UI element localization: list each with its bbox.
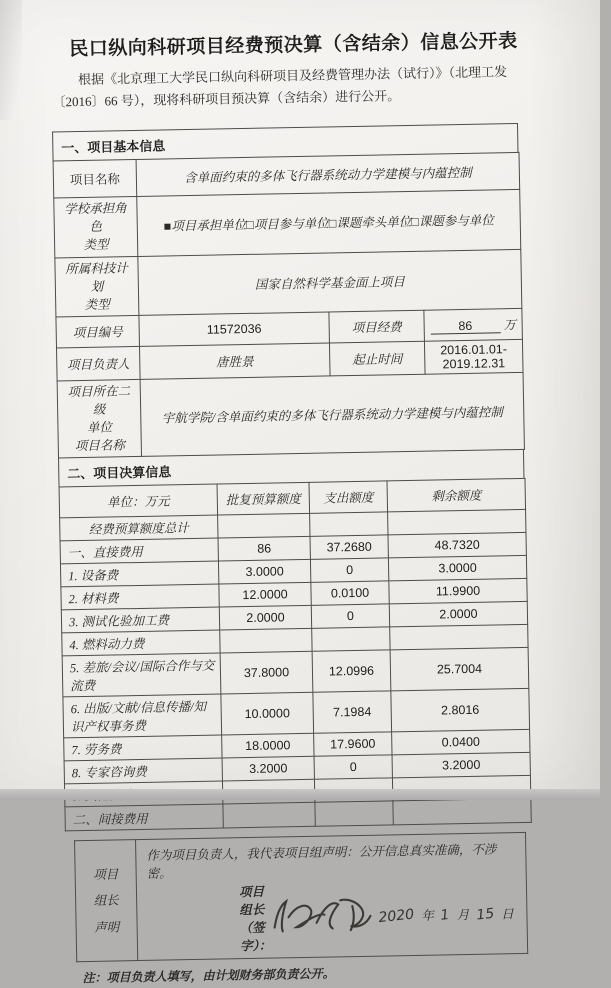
plan-type-label: 所属科技计划 类型 [55, 256, 139, 317]
decal-spent: 0 [311, 604, 389, 628]
date-day-unit: 日 [501, 907, 514, 922]
decal-spent: 12.0996 [312, 650, 391, 692]
decal-budget: 10.0000 [221, 693, 314, 736]
decal-spent: 0.0100 [311, 581, 389, 605]
decal-spent: 17.9600 [314, 732, 392, 756]
decal-row-label: 二、间接费用 [65, 804, 223, 831]
signature-handwriting [266, 886, 379, 944]
project-name-label: 项目名称 [53, 160, 137, 199]
project-number-value: 11572036 [139, 312, 330, 346]
decal-spent [315, 801, 393, 826]
decal-row-label: 2. 材料费 [61, 584, 219, 610]
plan-type-value: 国家自然科学基金面上项目 [138, 249, 522, 315]
decal-remain: 3.2000 [392, 753, 530, 779]
decal-row-label: 1. 设备费 [60, 561, 218, 587]
role-type-value: ■项目承担单位□项目参与单位□课题牵头单位□课题参与单位 [137, 190, 521, 256]
decal-row-label: 5. 差旅/会议/国际合作与交流费 [62, 653, 221, 697]
decal-remain: 3.0000 [388, 556, 526, 582]
decal-remain: 48.7320 [388, 533, 526, 559]
project-leader-label: 项目负责人 [57, 346, 141, 381]
section-basic-info-header: 一、项目基本信息 [52, 123, 518, 161]
decal-col-spent: 支出额度 [309, 481, 388, 513]
decal-budget: 3.2000 [222, 757, 314, 782]
decal-remain: 2.8016 [391, 689, 530, 733]
decal-remain [393, 799, 531, 826]
decal-budget [223, 803, 315, 829]
intro-paragraph: 根据《北京理工大学民口纵向科研项目及经费管理办法（试行）》（北理工发〔2016〕66 号），现将科研项目预决算（含结余）进行公开。 [52, 64, 508, 110]
date-year-value: 2020 [377, 906, 416, 927]
project-number-label: 项目编号 [56, 315, 140, 348]
decal-row-label: 一、直接费用 [60, 538, 218, 564]
date-day-value: 15 [475, 906, 495, 925]
project-leader-value: 唐胜景 [139, 343, 330, 379]
declaration-label: 项目 组长 声明 [75, 840, 138, 962]
date-month-value: 1 [440, 907, 451, 925]
row-plan-type [55, 249, 522, 317]
row-role-type [54, 190, 521, 258]
decal-col-budget: 批复预算额度 [217, 483, 310, 516]
signature-date [379, 904, 522, 925]
decal-budget: 12.0000 [219, 583, 311, 608]
decal-budget [218, 514, 310, 539]
decal-spent: 0 [314, 755, 392, 779]
decal-remain: 0.0400 [392, 730, 530, 756]
decal-row-label: 经费预算额度总计 [60, 515, 218, 541]
date-month-unit: 月 [456, 908, 470, 923]
declaration-box [74, 832, 528, 962]
decal-spent [310, 512, 388, 536]
unit-project-name-value: 宇航学院/含单面约束的多体飞行器系统动力学建模与内蕴控制 [140, 372, 524, 457]
project-funds-cell [424, 308, 523, 341]
decal-budget: 2.0000 [219, 606, 311, 631]
decal-budget: 86 [218, 537, 310, 562]
declaration-row [75, 833, 528, 962]
project-funds-label: 项目经费 [329, 310, 425, 343]
decal-remain: 11.9900 [389, 579, 527, 605]
main-table [52, 123, 531, 832]
decal-budget [220, 629, 312, 654]
decal-table [59, 478, 532, 831]
project-name-value: 含单面约束的多体飞行器系统动力学建模与内蕴控制 [136, 153, 520, 197]
decal-row-label: 6. 出版/文献/信息传播/知识产权事务费 [63, 694, 222, 738]
footnote: 注：项目负责人填写，由计划财务部负责公开。 [82, 966, 335, 986]
period-label: 起止时间 [329, 341, 425, 376]
decal-row-label: 3. 测试化验加工费 [61, 607, 219, 633]
row-unit-project-name [57, 372, 524, 458]
decal-remain [390, 625, 528, 651]
declaration-statement: 作为项目负责人，我代表项目组声明：公开信息真实准确，不涉密。 [146, 842, 497, 882]
decal-row-label: 8. 专家咨询费 [64, 758, 222, 784]
project-funds-value: 86 [430, 318, 500, 334]
decal-col-unit: 单位：万元 [59, 484, 218, 518]
decal-row-label: 7. 劳务费 [64, 735, 222, 761]
basic-info-table [53, 152, 525, 459]
role-type-label: 学校承担角色 类型 [54, 197, 138, 258]
decal-remain [388, 510, 526, 536]
decal-budget: 37.8000 [220, 652, 313, 695]
decal-spent: 0 [310, 558, 388, 582]
declaration-content [136, 833, 528, 961]
decal-budget: 18.0000 [222, 734, 314, 759]
decal-row-label: 4. 燃料动力费 [62, 630, 220, 656]
sign-label: 项目组长（签字）： [238, 885, 272, 954]
decal-spent: 7.1984 [313, 691, 392, 733]
decal-remain: 25.7004 [390, 648, 529, 692]
decal-budget: 3.0000 [218, 560, 310, 585]
project-funds-unit: 万 [503, 317, 517, 333]
decal-col-remain: 剩余额度 [387, 479, 526, 513]
date-year-unit: 年 [421, 909, 435, 924]
section-decal-header: 二、项目决算信息 [58, 450, 524, 487]
photo-bottom-edge [0, 789, 600, 800]
unit-project-name-label: 项目所在二级 单位 项目名称 [57, 379, 141, 458]
page-title: 民口纵向科研项目经费预决算（含结余）信息公开表 [69, 30, 518, 61]
signature-line [147, 878, 519, 957]
decal-spent: 37.2680 [310, 535, 388, 559]
decal-remain: 2.0000 [389, 602, 527, 628]
decal-spent [312, 627, 390, 651]
period-value: 2016.01.01-2019.12.31 [424, 339, 523, 374]
